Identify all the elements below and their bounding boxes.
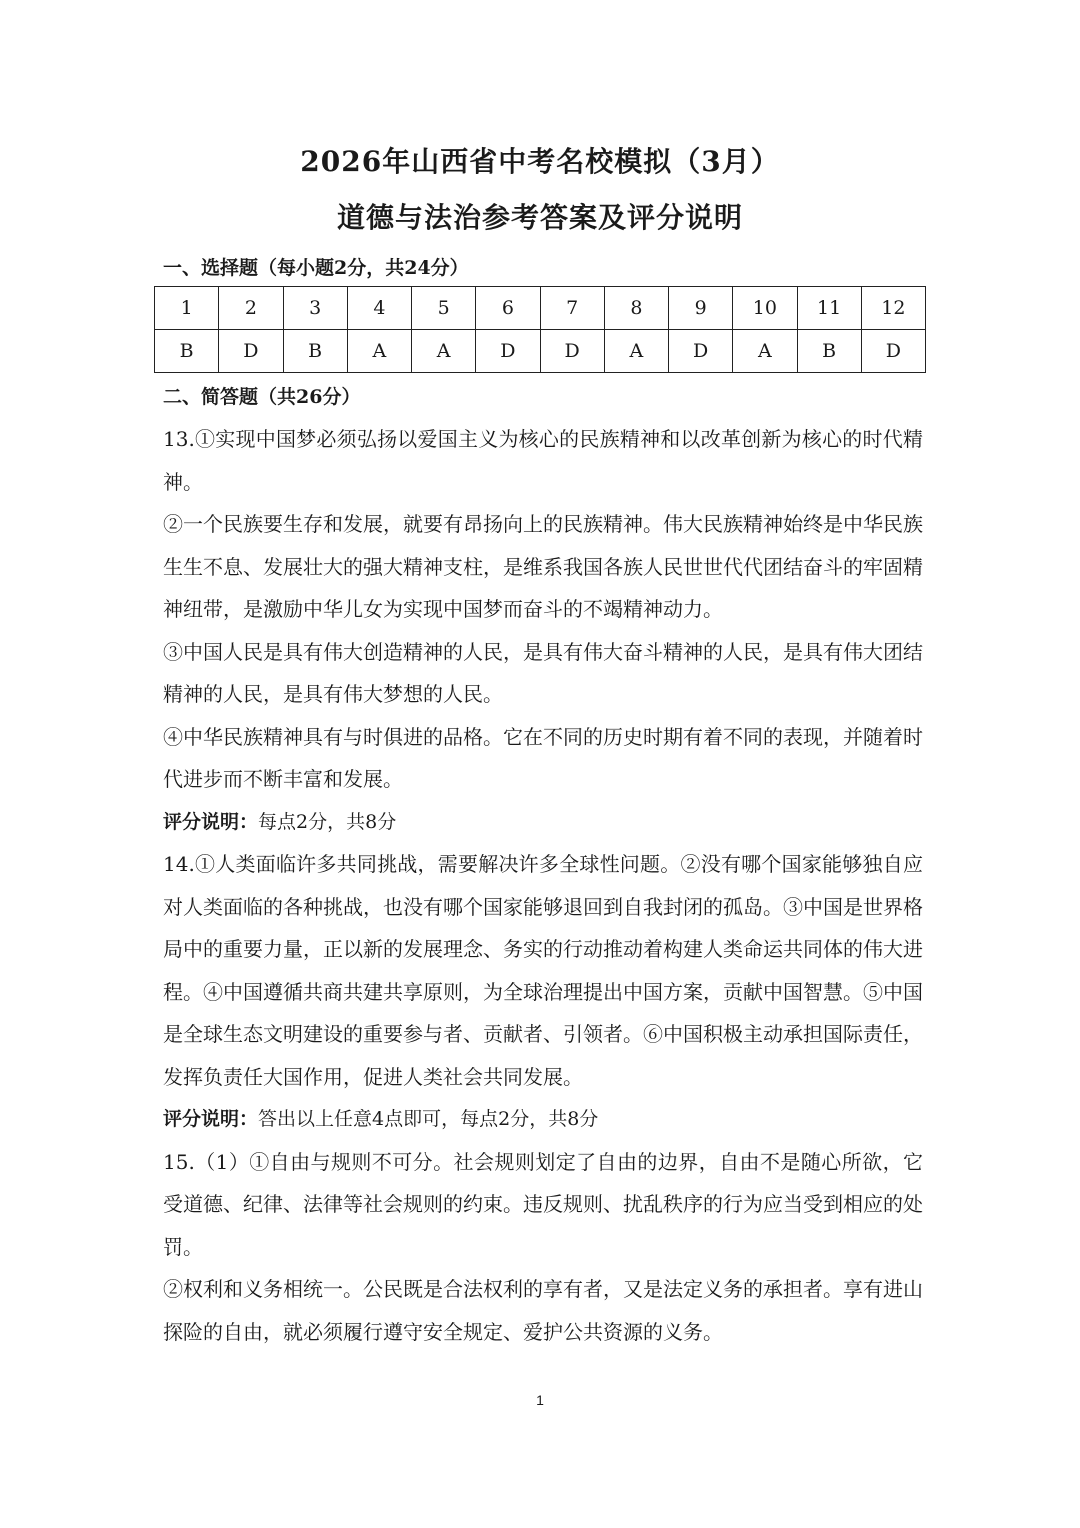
answer-cell: A <box>347 330 411 373</box>
answer-cell: B <box>797 330 861 373</box>
section-heading-choice: 一、选择题（每小题2分，共24分） <box>163 257 469 279</box>
answer-cell: D <box>669 330 733 373</box>
q13-scoring-note <box>163 801 923 844</box>
question-number: 6 <box>476 287 540 330</box>
answer-cell: D <box>540 330 604 373</box>
answer-cell: D <box>861 330 925 373</box>
answer-cell: A <box>733 330 797 373</box>
q13-point-1: 13.①实现中国梦必须弘扬以爱国主义为核心的民族精神和以改革创新为核心的时代精神。 <box>163 427 923 494</box>
q13-point-3: ③中国人民是具有伟大创造精神的人民，是具有伟大奋斗精神的人民，是具有伟大团结精神的人民，是具有伟大梦想的人民。 <box>163 639 923 706</box>
q14-answer: 14.①人类面临许多共同挑战，需要解决许多全球性问题。②没有哪个国家能够独自应对人类面临的各种挑战，也没有哪个国家能够退回到自我封闭的孤岛。③中国是世界格局中的重要力量，正以新的发展理念、务实的行动推动着构建人类命运共同体的伟大进程。④中国遵循共商共建共享原则，为全球治理提出中国方案，贡献中国智慧。⑤中国是全球生态文明建设的重要参与者、贡献者、引领者。⑥中国积极主动承担国际责任，发挥负责任大国作用，促进人类社会共同发展。 <box>163 852 923 1089</box>
scoring-label: 评分说明： <box>163 1108 259 1130</box>
answer-cell: D <box>476 330 540 373</box>
answer-cell: A <box>604 330 668 373</box>
q13-point-2: ②一个民族要生存和发展，就要有昂扬向上的民族精神。伟大民族精神始终是中华民族生生不息、发展壮大的强大精神支柱，是维系我国各族人民世世代代团结奋斗的牢固精神纽带，是激励中华儿女为实现中国梦而奋斗的不竭精神动力。 <box>163 512 923 621</box>
answer-content <box>163 418 923 1353</box>
q14-scoring-note <box>163 1098 923 1141</box>
scoring-text: 每点2分，共8分 <box>258 810 397 833</box>
question-number: 3 <box>283 287 347 330</box>
scoring-text: 答出以上任意4点即可，每点2分，共8分 <box>258 1108 599 1130</box>
scoring-label: 评分说明： <box>163 810 259 833</box>
question-number: 4 <box>347 287 411 330</box>
question-number: 9 <box>669 287 733 330</box>
question-number: 2 <box>219 287 283 330</box>
question-number: 10 <box>733 287 797 330</box>
question-number: 12 <box>861 287 925 330</box>
page-number: 1 <box>536 1392 544 1408</box>
section-heading-short-answer: 二、简答题（共26分） <box>163 386 361 408</box>
answer-cell: B <box>155 330 219 373</box>
question-number: 7 <box>540 287 604 330</box>
document-title: 2026年山西省中考名校模拟（3月） <box>300 145 780 178</box>
answer-table <box>154 286 926 373</box>
question-number: 5 <box>412 287 476 330</box>
question-number-row <box>155 287 926 330</box>
answer-cell: B <box>283 330 347 373</box>
q15-point-1: 15.（1）①自由与规则不可分。社会规则划定了自由的边界，自由不是随心所欲，它受道德、纪律、法律等社会规则的约束。违反规则、扰乱秩序的行为应当受到相应的处罚。 <box>163 1149 923 1259</box>
document-subtitle: 道德与法治参考答案及评分说明 <box>336 201 743 234</box>
answer-row <box>155 330 926 373</box>
q13-point-4: ④中华民族精神具有与时俱进的品格。它在不同的历史时期有着不同的表现，并随着时代进步而不断丰富和发展。 <box>163 724 923 791</box>
question-number: 8 <box>604 287 668 330</box>
question-number: 1 <box>155 287 219 330</box>
question-number: 11 <box>797 287 861 330</box>
q15-point-2: ②权利和义务相统一。公民既是合法权利的享有者，又是法定义务的承担者。享有进山探险的自由，就必须履行遵守安全规定、爱护公共资源的义务。 <box>163 1277 923 1344</box>
answer-cell: D <box>219 330 283 373</box>
answer-cell: A <box>412 330 476 373</box>
